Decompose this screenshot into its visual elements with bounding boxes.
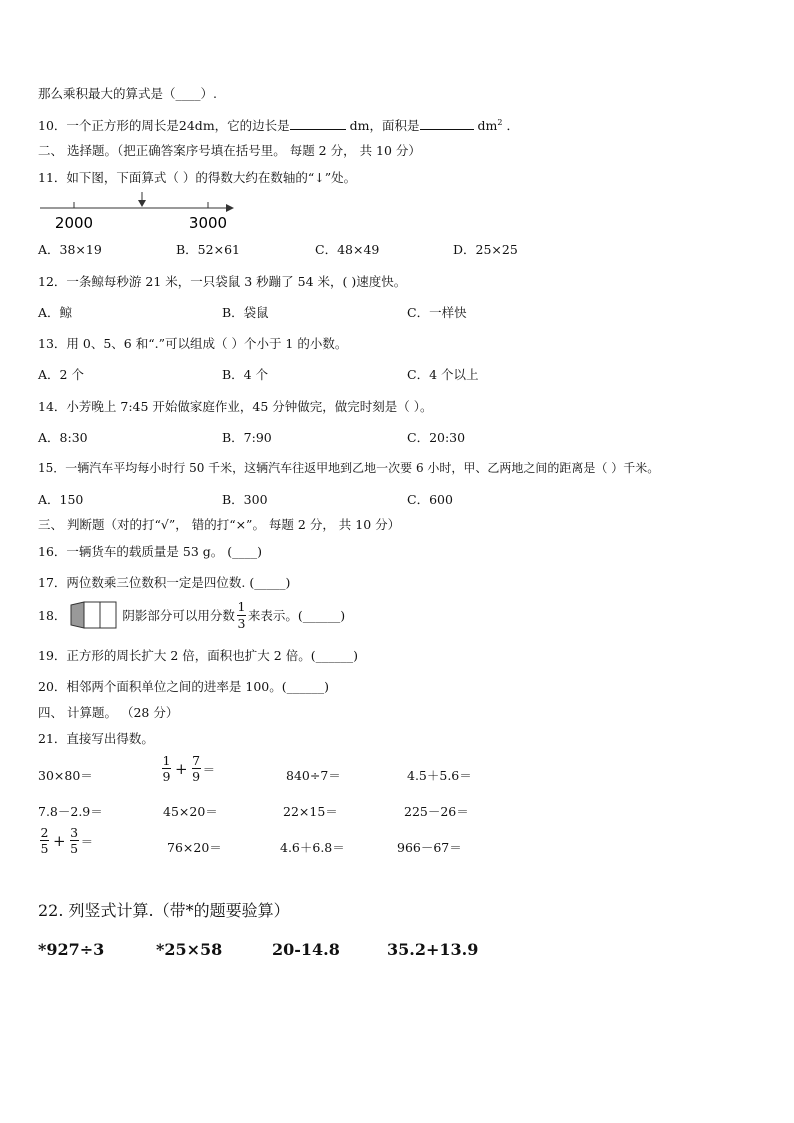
question-10 [38,116,519,134]
q11-option-b[interactable]: B．52×61 [176,242,240,257]
q21-r3-c2: 76×20＝ [167,840,222,855]
q11-option-c[interactable]: C．48×49 [315,242,380,257]
q11-option-a[interactable]: A．38×19 [38,242,102,257]
q22-item-4: 35.2+13.9 [387,940,479,959]
question-12-stem: 12．一条鲸每秒游 21 米，一只袋鼠 3 秒蹦了 54 米，( )速度快。 [38,274,407,289]
section-3-heading: 三、 判断题（对的打“√”， 错的打“×”。 每题 2 分， 共 10 分） [38,517,401,532]
den: 5 [40,841,49,857]
q11-option-d[interactable]: D．25×25 [453,242,518,257]
question-21-stem: 21．直接写出得数。 [38,731,154,746]
q10-text-d: ． [506,118,519,133]
equals: ＝ [202,761,216,777]
q18-numerator: 1 [237,599,246,615]
q22-item-1: *927÷3 [38,940,105,959]
q15-option-c[interactable]: C．600 [407,492,453,507]
down-arrow-icon [138,200,146,207]
q10-text-a: 10．一个正方形的周长是24dm，它的边长是 [38,118,290,133]
frac-7-9 [192,754,201,783]
q22-item-2: *25×58 [156,940,223,959]
q13-option-c[interactable]: C．4 个以上 [407,367,479,382]
q15-option-a[interactable]: A．150 [38,492,84,507]
shaded-rectangle-figure [68,600,120,630]
question-20: 20．相邻两个面积单位之间的进率是 100。(______) [38,679,329,694]
q10-blank-area[interactable] [420,129,474,130]
question-13-stem: 13．用 0、5、6 和“.”可以组成（ ）个小于 1 的小数。 [38,336,348,351]
question-11-stem: 11．如下图，下面算式（ ）的得数大约在数轴的“↓”处。 [38,170,357,185]
equals: ＝ [80,833,94,849]
q10-sup: 2 [497,117,503,127]
question-9-tail: 那么乘积最大的算式是（____）. [38,86,217,101]
question-18 [38,600,345,630]
section-2-heading: 二、 选择题。（把正确答案序号填在括号里。 每题 2 分， 共 10 分） [38,143,421,158]
section-4-heading: 四、 计算题。 （28 分） [38,705,179,720]
q21-r2-c1: 7.8－2.9＝ [38,804,103,819]
q10-blank-side[interactable] [290,129,346,130]
q13-option-b[interactable]: B．4 个 [222,367,269,382]
question-14-stem: 14．小芳晚上 7:45 开始做家庭作业，45 分钟做完，做完时刻是（ ）。 [38,399,433,414]
plus-sign: + [53,831,66,850]
blank-part-1 [84,602,100,628]
q12-option-c[interactable]: C．一样快 [407,305,467,320]
q18-fraction [237,600,246,629]
q21-r1-fraction-sum [160,754,215,783]
frac-3-5 [70,826,79,855]
q21-r1-c1: 30×80＝ [38,768,93,783]
axis-arrowhead [226,204,234,212]
q12-option-b[interactable]: B．袋鼠 [222,305,269,320]
axis-label-right: 3000 [188,214,228,232]
q21-r3-c3: 4.6＋6.8＝ [280,840,345,855]
num: 1 [162,753,171,768]
shaded-part [71,602,84,628]
frac-1-9 [162,754,171,783]
q15-option-b[interactable]: B．300 [222,492,268,507]
q22-item-3: 20-14.8 [272,940,340,959]
plus-sign: + [175,759,188,778]
q18-text: 阴影部分可以用分数 [122,608,235,623]
question-15-stem: 15．一辆汽车平均每小时行 50 千米，这辆汽车往返甲地到乙地一次要 6 小时，甲、乙两地之间的距离是（ ）千米。 [38,461,660,475]
q21-r2-c4: 225－26＝ [404,804,469,819]
q18-prefix: 18． [38,608,67,623]
q21-r3-fraction-sum [38,826,93,855]
q21-r3-c4: 966－67＝ [397,840,462,855]
question-16: 16．一辆货车的载质量是 53 g。 (____) [38,544,262,559]
den: 9 [162,769,171,785]
num: 3 [70,825,79,840]
q10-text-b: dm，面积是 [349,118,420,133]
num: 2 [40,825,49,840]
den: 5 [70,841,79,857]
num: 7 [192,753,201,768]
q12-option-a[interactable]: A．鲸 [38,305,73,320]
q21-r2-c3: 22×15＝ [283,804,338,819]
blank-part-2 [100,602,116,628]
question-22-stem: 22. 列竖式计算.（带*的题要验算） [38,901,290,920]
q18-denominator: 3 [237,615,246,631]
q14-option-a[interactable]: A．8:30 [38,430,88,445]
axis-label-left: 2000 [54,214,94,232]
q14-option-b[interactable]: B．7:90 [222,430,272,445]
question-17: 17．两位数乘三位数积一定是四位数. (_____) [38,575,291,590]
q13-option-a[interactable]: A．2 个 [38,367,84,382]
den: 9 [192,769,201,785]
number-line [36,192,236,232]
q14-option-c[interactable]: C．20:30 [407,430,466,445]
question-19: 19．正方形的周长扩大 2 倍，面积也扩大 2 倍。(______) [38,648,358,663]
q10-text-c: dm [477,118,498,133]
q21-r2-c2: 45×20＝ [163,804,218,819]
q21-r1-c4: 4.5＋5.6＝ [407,768,472,783]
q18-suffix: 来表示。(______) [247,608,346,623]
q21-r1-c3: 840÷7＝ [286,768,341,783]
frac-2-5 [40,826,49,855]
